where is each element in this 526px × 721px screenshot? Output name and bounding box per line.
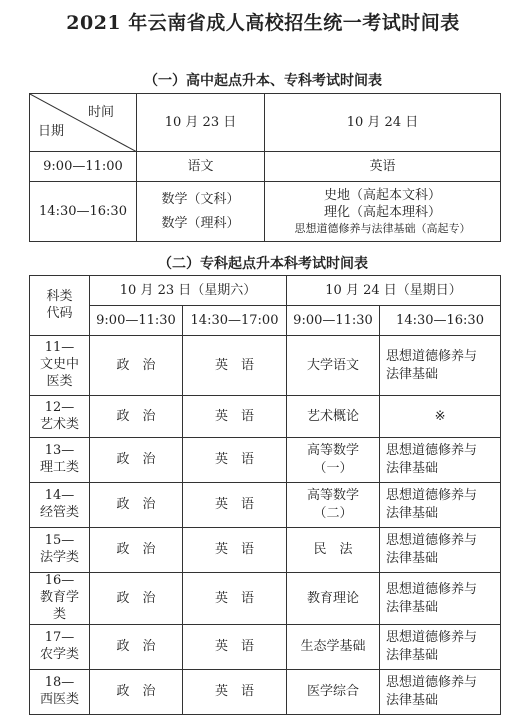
- subject-cell-line: 英 语: [215, 357, 255, 373]
- subject-cell: [90, 336, 183, 396]
- day2-header: 10 月 24 日（星期日）: [287, 276, 501, 306]
- subject-cell-line: 英 语: [215, 497, 255, 513]
- subject-cell: [265, 182, 501, 242]
- subject-cell-line: 政 治: [116, 684, 156, 700]
- subject-cell-line: 法律基础: [386, 599, 439, 615]
- subject-cell-line: 政 治: [116, 497, 156, 513]
- subject-cell-line: 法律基础: [386, 693, 439, 708]
- category-cell: [30, 438, 90, 483]
- subject-cell: [90, 528, 183, 573]
- category-cell-line: 11—: [44, 340, 75, 356]
- page-title: 2021 年云南省成人高校招生统一考试时间表: [66, 12, 460, 34]
- subject-cell: [380, 625, 501, 670]
- table-body: [30, 336, 501, 715]
- category-header-line: 科类: [46, 288, 73, 304]
- subject-cell-line: 高等数学: [307, 443, 360, 459]
- category-cell-line: 15—: [44, 533, 75, 549]
- table-row: [30, 483, 501, 528]
- subject-cell-line: 思想道德修养与: [386, 443, 478, 459]
- subject-line: 数学（文科）: [161, 191, 240, 207]
- subject-cell: [137, 182, 265, 242]
- subject-cell-line: 政 治: [116, 542, 156, 558]
- category-cell-line: 理工类: [39, 460, 79, 475]
- category-header: [30, 276, 90, 336]
- category-cell-line: 13—: [44, 443, 75, 459]
- category-cell-line: 17—: [44, 630, 75, 646]
- subject-cell-line: 法律基础: [386, 648, 439, 663]
- subject-cell-line: 政 治: [116, 408, 156, 424]
- subject-cell-line: 英 语: [215, 590, 255, 606]
- category-cell: [30, 625, 90, 670]
- day1-header: 10 月 23 日: [137, 94, 265, 152]
- subject-cell: 英语: [265, 152, 501, 182]
- subject-cell: [380, 396, 501, 438]
- subject-cell-line: （一）: [313, 461, 353, 476]
- corner-time-label: 时间: [87, 105, 114, 120]
- subject-cell-line: 思想道德修养与: [386, 348, 478, 364]
- slot-header: 14:30—16:30: [380, 306, 501, 336]
- subject-cell-line: ※: [434, 408, 446, 424]
- subject-cell: [380, 670, 501, 715]
- section2-heading: （二）专科起点升本科考试时间表: [158, 256, 368, 272]
- slot-header: 9:00—11:30: [287, 306, 380, 336]
- subject-cell: [287, 528, 380, 573]
- subject-cell-line: 英 语: [215, 542, 255, 558]
- slot-header: 9:00—11:30: [90, 306, 183, 336]
- subject-cell-line: 艺术概论: [307, 408, 360, 424]
- subject-cell: [183, 528, 287, 573]
- subject-line: 理化（高起本理科）: [323, 205, 441, 221]
- category-cell-line: 14—: [44, 488, 75, 504]
- category-cell: [30, 528, 90, 573]
- subject-cell-line: 思想道德修养与: [386, 533, 478, 549]
- category-cell-line: 12—: [44, 399, 75, 415]
- subject-cell: 语文: [137, 152, 265, 182]
- category-cell-line: 农学类: [39, 647, 79, 662]
- subject-cell: [287, 336, 380, 396]
- subject-cell-line: 医学综合: [307, 684, 360, 700]
- category-cell-line: 经管类: [39, 505, 79, 520]
- subject-line: 数学（理科）: [161, 215, 240, 231]
- subject-cell: [287, 396, 380, 438]
- subject-cell: [90, 573, 183, 625]
- category-cell: [30, 336, 90, 396]
- slot-header: 14:30—17:00: [183, 306, 287, 336]
- subject-cell-line: 思想道德修养与: [386, 630, 478, 646]
- category-header-line: 代码: [46, 305, 73, 321]
- subject-cell: [90, 625, 183, 670]
- category-cell-line: 18—: [44, 675, 75, 691]
- table-row: [30, 438, 501, 483]
- subject-cell-line: 英 语: [215, 684, 255, 700]
- category-cell: [30, 670, 90, 715]
- subject-cell-line: 思想道德修养与: [386, 581, 478, 597]
- subject-cell-line: 政 治: [116, 452, 156, 468]
- category-cell-line: 16—: [44, 573, 75, 589]
- day2-header: 10 月 24 日: [265, 94, 501, 152]
- schedule-table-1: [29, 93, 501, 242]
- subject-cell: [90, 670, 183, 715]
- subject-cell-line: 英 语: [215, 408, 255, 424]
- subject-cell: [183, 396, 287, 438]
- category-cell-line: 文史中: [39, 357, 79, 373]
- category-cell: [30, 573, 90, 625]
- subject-cell-line: 英 语: [215, 639, 255, 655]
- subject-cell: [183, 670, 287, 715]
- section1-heading: （一）高中起点升本、专科考试时间表: [144, 73, 382, 89]
- subject-cell-line: （二）: [313, 506, 353, 521]
- table-row: [30, 336, 501, 396]
- subject-cell-line: 政 治: [116, 639, 156, 655]
- subject-cell-line: 生态学基础: [300, 639, 366, 655]
- subject-cell-line: 大学语文: [307, 357, 360, 373]
- subject-cell: [380, 573, 501, 625]
- subject-cell-line: 教育理论: [307, 590, 360, 606]
- subject-cell: [183, 573, 287, 625]
- subject-cell: [287, 573, 380, 625]
- time-cell: 9:00—11:00: [30, 152, 137, 182]
- category-cell: [30, 396, 90, 438]
- subject-cell-line: 高等数学: [307, 488, 360, 504]
- subject-cell: [90, 438, 183, 483]
- category-cell-line: 西医类: [39, 692, 79, 707]
- category-cell-line: 法学类: [39, 550, 79, 565]
- subject-cell-line: 政 治: [116, 357, 156, 373]
- subject-cell: [183, 483, 287, 528]
- schedule-table-2: [29, 275, 501, 715]
- day1-header: 10 月 23 日（星期六）: [90, 276, 287, 306]
- subject-line: 思想道德修养与法律基础（高起专）: [294, 221, 471, 235]
- subject-line: 史地（高起本文科）: [323, 187, 441, 203]
- category-cell-line: 类: [52, 606, 66, 622]
- table-row: [30, 625, 501, 670]
- subject-cell: [183, 336, 287, 396]
- subject-cell: [287, 483, 380, 528]
- subject-cell: [287, 438, 380, 483]
- subject-cell: [90, 396, 183, 438]
- subject-cell: [183, 625, 287, 670]
- subject-cell: [380, 528, 501, 573]
- subject-cell: [380, 483, 501, 528]
- subject-cell-line: 政 治: [116, 590, 156, 606]
- table-row: [30, 396, 501, 438]
- subject-cell: [380, 438, 501, 483]
- subject-cell: [287, 670, 380, 715]
- subject-cell-line: 民 法: [313, 542, 353, 558]
- subject-cell-line: 法律基础: [386, 506, 439, 521]
- category-cell-line: 教育学: [39, 590, 79, 606]
- category-cell: [30, 483, 90, 528]
- table-row: [30, 528, 501, 573]
- subject-cell: [287, 625, 380, 670]
- subject-cell: [380, 336, 501, 396]
- subject-cell: [183, 438, 287, 483]
- time-cell: 14:30—16:30: [30, 182, 137, 242]
- subject-cell: [90, 483, 183, 528]
- subject-cell-line: 法律基础: [386, 551, 439, 566]
- subject-cell-line: 思想道德修养与: [386, 488, 478, 504]
- corner-date-label: 日期: [38, 124, 65, 140]
- category-cell-line: 医类: [46, 373, 73, 389]
- table-row: [30, 670, 501, 715]
- table-row: [30, 573, 501, 625]
- subject-cell-line: 思想道德修养与: [386, 675, 478, 691]
- subject-cell-line: 法律基础: [386, 366, 439, 382]
- subject-cell-line: 英 语: [215, 452, 255, 468]
- subject-cell-line: 法律基础: [386, 461, 439, 476]
- corner-header: [30, 94, 137, 152]
- category-cell-line: 艺术类: [39, 416, 79, 432]
